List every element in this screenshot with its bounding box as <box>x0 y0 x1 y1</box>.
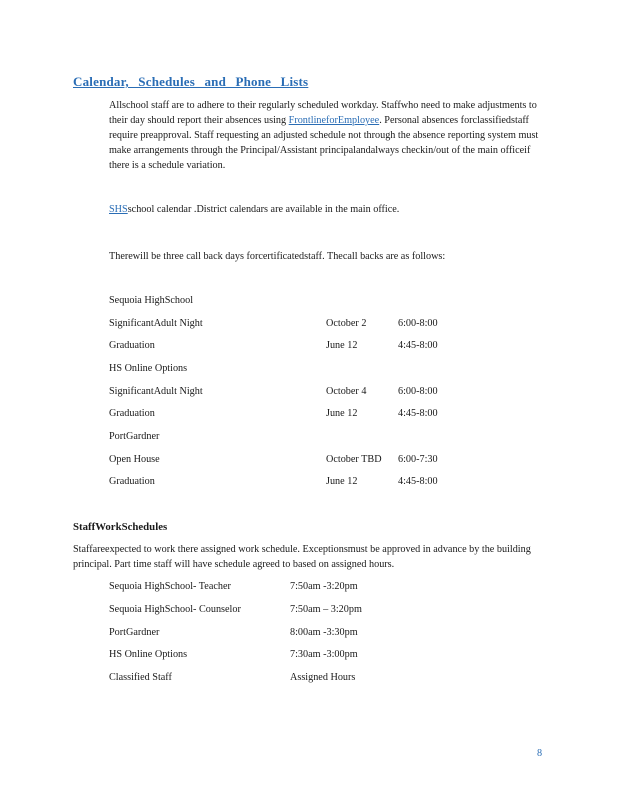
intro-text-end: . Personal absences forclassifiedstaff require preapproval. Staff requesting an adjusted schedule not through the absence reporting system must make arrangements through the Principal/Assistant principalandalways checkin/out of the main officeif there is a schedule variation. <box>109 115 539 171</box>
callback-event: Graduation <box>109 340 155 351</box>
intro-paragraph <box>109 98 549 173</box>
callback-event: PortGardner <box>109 431 160 442</box>
schedule-hours: Assigned Hours <box>290 672 356 683</box>
schedule-role: Classified Staff <box>109 672 172 683</box>
school-calendar-note <box>109 202 399 217</box>
callback-time: 6:00-8:00 <box>398 318 438 329</box>
callback-event: HS Online Options <box>109 363 188 374</box>
callback-note: Therewill be three call back days forcertificatedstaff. Thecall backs are as follows: <box>109 251 446 262</box>
callback-event: Graduation <box>109 408 155 419</box>
schedule-hours: 7:50am – 3:20pm <box>290 604 362 615</box>
school-calendar-text: school calendar .District calendars are available in the main office. <box>127 204 400 215</box>
schedule-role: PortGardner <box>109 627 160 638</box>
callback-date: October TBD <box>326 454 382 465</box>
callback-event: Sequoia HighSchool <box>109 295 194 306</box>
schedule-hours: 7:50am -3:20pm <box>290 581 358 592</box>
callback-event: Open House <box>109 454 160 465</box>
schedule-role: Sequoia HighSchool- Counselor <box>109 604 241 615</box>
page-number: 8 <box>537 748 543 759</box>
callback-date: June 12 <box>326 408 358 419</box>
intro-text-start: Allschool staff are to adhere to their regularly scheduled workday. Staffwho need to make adjustments to their day should report their absences using <box>109 100 537 126</box>
shs-calendar-link[interactable]: SHS <box>109 204 128 215</box>
callback-event: SignificantAdult Night <box>109 318 203 329</box>
callback-date: June 12 <box>326 476 358 487</box>
schedule-role: HS Online Options <box>109 649 188 660</box>
callback-date: October 4 <box>326 386 367 397</box>
callback-event: Graduation <box>109 476 155 487</box>
work-schedule-note: Staffareexpected to work there assigned work schedule. Exceptionsmust be approved in advance by the building principal. Part time staff will have schedule agreed to based on assigned hours. <box>73 544 531 570</box>
callback-time: 6:00-8:00 <box>398 386 438 397</box>
frontline-link[interactable]: FrontlineforEmployee <box>288 115 380 126</box>
callback-event: SignificantAdult Night <box>109 386 203 397</box>
work-schedules-heading: StaffWorkSchedules <box>73 521 168 533</box>
callback-date: October 2 <box>326 318 367 329</box>
calendar-heading: Calendar, Schedules and Phone Lists <box>73 74 309 89</box>
schedule-hours: 7:30am -3:00pm <box>290 649 358 660</box>
schedule-hours: 8:00am -3:30pm <box>290 627 358 638</box>
callback-time: 4:45-8:00 <box>398 340 438 351</box>
callback-time: 4:45-8:00 <box>398 408 438 419</box>
schedule-role: Sequoia HighSchool- Teacher <box>109 581 231 592</box>
callback-time: 4:45-8:00 <box>398 476 438 487</box>
callback-time: 6:00-7:30 <box>398 454 438 465</box>
callback-date: June 12 <box>326 340 358 351</box>
